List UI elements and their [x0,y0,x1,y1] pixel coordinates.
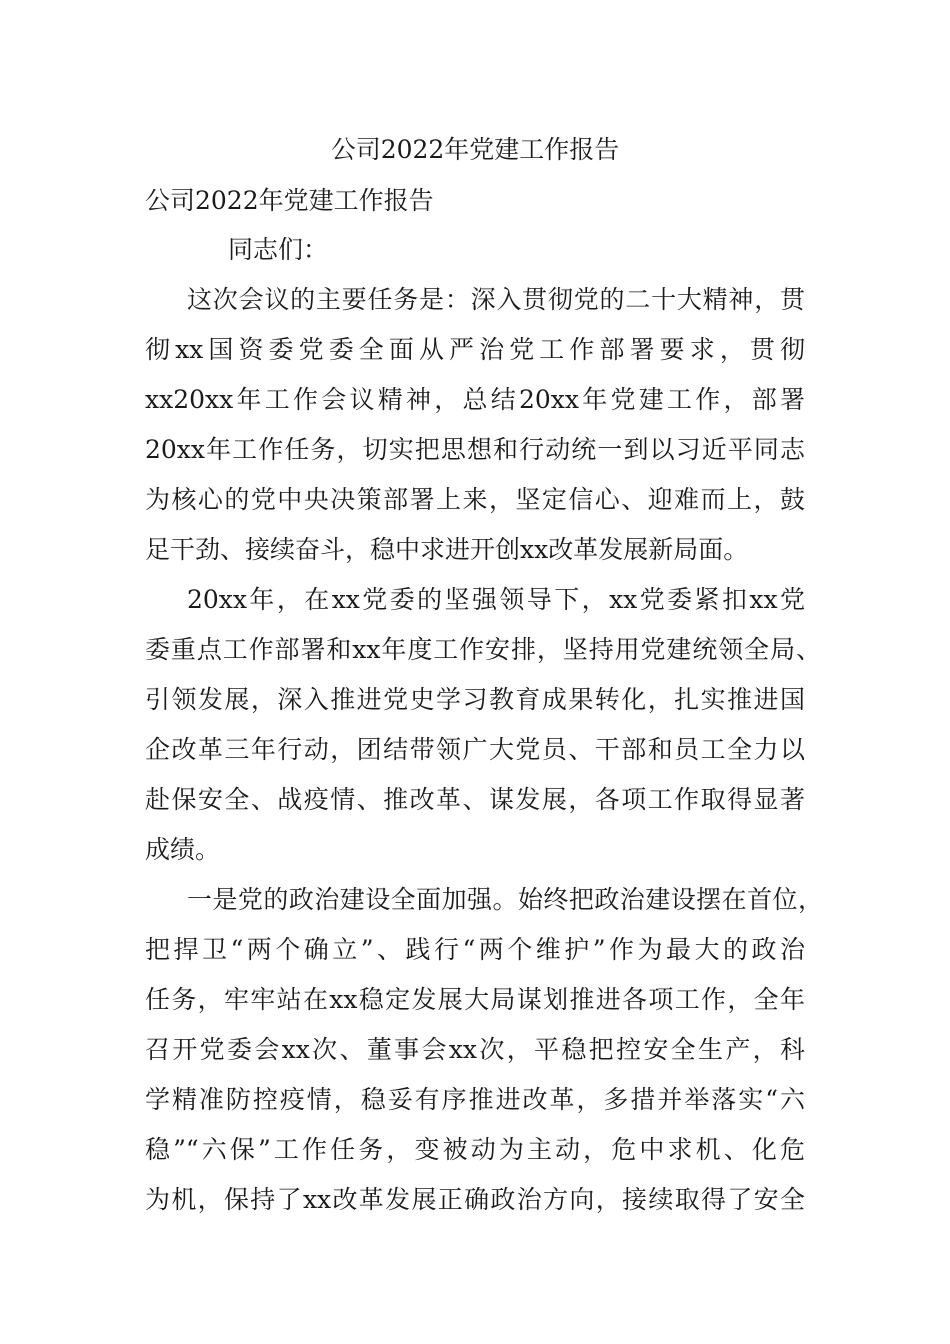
paragraph-line: 20xx年工作任务，切实把思想和行动统一到以习近平同志 [145,435,805,464]
paragraph-line: 委重点工作部署和xx年度工作安排，坚持用党建统领全局、 [145,635,821,664]
paragraph-line: 稳”“六保”工作任务，变被动为主动，危中求机、化危 [145,1135,805,1164]
paragraph-line: 一是党的政治建设全面加强。始终把政治建设摆在首位， [187,885,823,914]
document-subtitle: 公司2022年党建工作报告 [145,186,434,215]
paragraph-line: 彻xx国资委党委全面从严治党工作部署要求，贯彻 [145,335,805,364]
paragraph-line: 赴保安全、战疫情、推改革、谋发展，各项工作取得显著 [145,785,805,814]
paragraph-line: 成绩。 [145,835,221,864]
paragraph-line: 为核心的党中央决策部署上来，坚定信心、迎难而上，鼓 [145,485,805,514]
paragraph-line: 学精准防控疫情，稳妥有序推进改革，多措并举落实“六 [145,1085,805,1114]
document-title: 公司2022年党建工作报告 [330,135,620,164]
paragraph-line: 引领发展，深入推进党史学习教育成果转化，扎实推进国 [145,685,805,714]
paragraph-line: 这次会议的主要任务是：深入贯彻党的二十大精神，贯 [187,285,805,314]
paragraph-line: 20xx年，在xx党委的坚强领导下，xx党委紧扣xx党 [187,585,805,614]
salutation: 同志们： [228,235,329,264]
paragraph-line: 企改革三年行动，团结带领广大党员、干部和员工全力以 [145,735,805,764]
paragraph-line: 把捍卫“两个确立”、践行“两个维护”作为最大的政治 [145,935,805,964]
paragraph-line: 任务，牢牢站在xx稳定发展大局谋划推进各项工作，全年 [145,985,805,1014]
paragraph-line: 召开党委会xx次、董事会xx次，平稳把控安全生产，科 [145,1035,805,1064]
paragraph-line: 足干劲、接续奋斗，稳中求进开创xx改革发展新局面。 [145,535,749,564]
paragraph-line: 为机，保持了xx改革发展正确政治方向，接续取得了安全 [145,1185,805,1214]
paragraph-line: xx20xx年工作会议精神，总结20xx年党建工作，部署 [145,385,805,414]
